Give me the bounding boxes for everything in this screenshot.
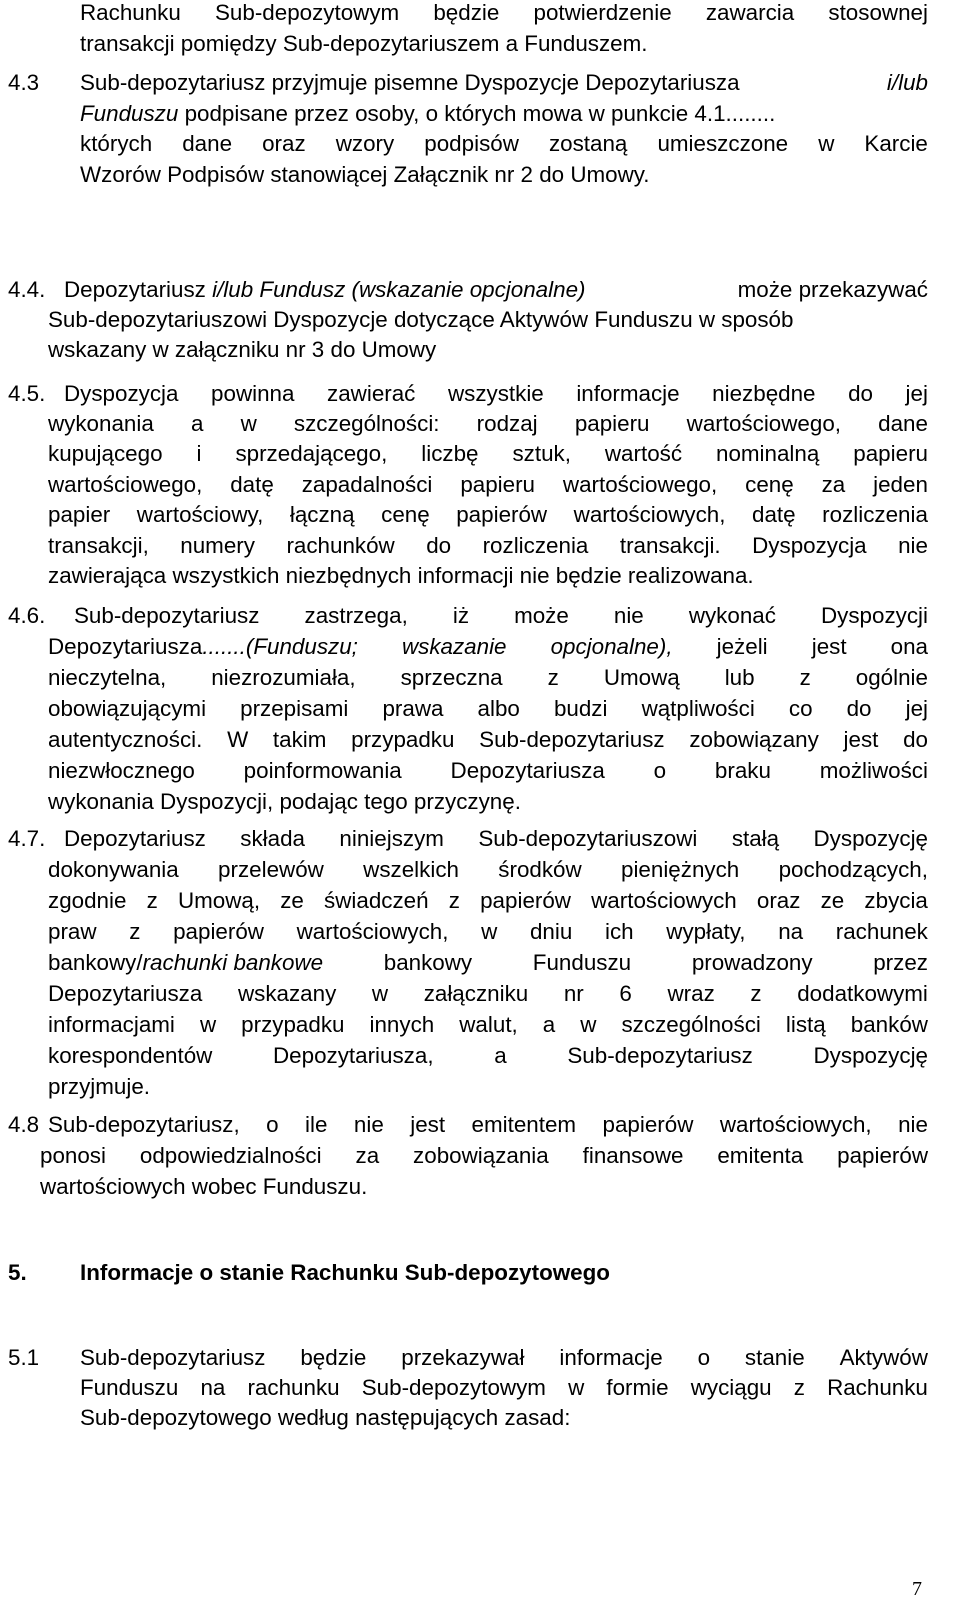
text-line: Sub-depozytowego według następujących zasad:: [80, 1405, 571, 1430]
text-line: przyjmuje.: [48, 1074, 151, 1099]
word: rachunek: [835, 919, 928, 944]
word: o: [266, 1112, 279, 1137]
word: numery: [180, 533, 255, 558]
word: powinna: [211, 381, 295, 406]
word: wartościowego,: [686, 411, 841, 436]
word: wartościowego,: [562, 472, 718, 497]
word: ile: [305, 1112, 328, 1137]
word: odpowiedzialności: [139, 1143, 322, 1168]
word: dane: [182, 131, 233, 156]
word: wszystkie: [447, 381, 544, 406]
word: świadczeń: [324, 888, 429, 913]
word: transakcji,: [48, 533, 149, 558]
word: nie: [898, 1112, 928, 1137]
justified-line: [48, 443, 928, 465]
section-title: Informacje o stanie Rachunku Sub-depozytowego: [80, 1260, 610, 1285]
text-run: [48, 952, 323, 974]
italic-text: .......(Funduszu;: [202, 634, 358, 659]
word: wartościowych,: [719, 1112, 872, 1137]
text-run: może przekazywać: [731, 277, 928, 302]
word: cenę: [381, 502, 430, 527]
word: z: [448, 888, 460, 913]
paragraph-number: 4.7.: [8, 826, 46, 851]
word: niezbędne: [712, 381, 816, 406]
word: jeden: [873, 472, 928, 497]
justified-line: [48, 952, 928, 974]
word: papieru: [460, 472, 536, 497]
text-line: Wzorów Podpisów stanowiącej Załącznik nr 2 do Umowy.: [80, 162, 650, 187]
word: łączną: [289, 502, 355, 527]
word: Umową: [603, 665, 680, 690]
word: zobowiązania: [413, 1143, 549, 1168]
text-run: [48, 636, 358, 658]
word: a: [494, 1043, 507, 1068]
word: wszelkich: [363, 857, 459, 882]
word: nie: [613, 603, 644, 628]
text-run: Depozytariusza: [48, 634, 203, 659]
word: rachunku: [247, 1375, 340, 1400]
word: pieniężnych: [621, 857, 740, 882]
word: emitentem: [471, 1112, 577, 1137]
word: wartościowy,: [136, 502, 264, 527]
paragraph-number: 4.6.: [8, 603, 46, 628]
word: będzie: [433, 0, 500, 25]
word: sprzeczna: [400, 665, 503, 690]
italic-text: i/lub: [886, 70, 928, 95]
text-run: Depozytariusz: [64, 277, 213, 302]
word: składa: [240, 826, 306, 851]
word: nie: [898, 533, 928, 558]
justified-line: [80, 133, 928, 155]
text-run: ona: [890, 634, 928, 659]
word: informacjami: [48, 1012, 175, 1037]
word: załączniku: [423, 981, 529, 1006]
word: przelewów: [218, 857, 324, 882]
justified-line: [80, 1377, 928, 1399]
word: oraz: [262, 131, 306, 156]
italic-text: opcjonalne),: [550, 634, 673, 659]
word: dniu: [529, 919, 573, 944]
italic-text: i/lub Fundusz (wskazanie opcjonalne): [212, 277, 586, 302]
word: datę: [230, 472, 274, 497]
word: wartościowych,: [296, 919, 449, 944]
word: niezrozumiała,: [211, 665, 356, 690]
word: wartościowych: [591, 888, 737, 913]
word: zawierać: [327, 381, 416, 406]
word: kupującego: [48, 441, 163, 466]
word: papierów: [837, 1143, 928, 1168]
word: innych: [369, 1012, 435, 1037]
word: listą: [785, 1012, 826, 1037]
justified-line: [74, 605, 928, 627]
word: na: [200, 1375, 226, 1400]
word: jej: [905, 381, 928, 406]
word: rachunków: [286, 533, 395, 558]
word: Sub-depozytariusz: [479, 727, 665, 752]
word: z: [146, 888, 158, 913]
word: a: [190, 411, 204, 436]
word: wraz: [667, 981, 715, 1006]
word: Depozytariusza,: [273, 1043, 434, 1068]
word: finansowe: [582, 1143, 684, 1168]
word: ze: [820, 888, 845, 913]
justified-line: [80, 2, 928, 24]
word: nie: [353, 1112, 384, 1137]
word: Karcie: [864, 131, 928, 156]
word: liczbę: [421, 441, 479, 466]
word: Rachunku: [80, 0, 181, 25]
word: lub: [724, 665, 755, 690]
word: formie: [606, 1375, 669, 1400]
word: za: [821, 472, 846, 497]
page-number: 7: [912, 1578, 922, 1600]
word: papieru: [574, 411, 650, 436]
word: Sub-depozytowym: [361, 1375, 546, 1400]
word: o: [653, 758, 667, 783]
word: wartościowych,: [573, 502, 726, 527]
word: walut,: [459, 1012, 518, 1037]
justified-line: [48, 1014, 928, 1036]
justified-line: [64, 279, 928, 301]
word: przypadku: [241, 1012, 345, 1037]
word: Depozytariusza: [48, 981, 203, 1006]
word: Dyspozycja: [64, 381, 179, 406]
word: papierów: [456, 502, 548, 527]
word: papieru: [853, 441, 928, 466]
text-run: [402, 636, 507, 658]
word: w: [818, 131, 835, 156]
word: potwierdzenie: [533, 0, 672, 25]
word: papier: [48, 502, 111, 527]
text-run: [551, 636, 673, 658]
word: zapadalności: [301, 472, 433, 497]
word: szczególności:: [293, 411, 440, 436]
justified-line: [64, 828, 928, 850]
paragraph-number: 4.4.: [8, 277, 46, 302]
word: Dyspozycję: [813, 826, 928, 851]
word: nominalną: [716, 441, 820, 466]
text-run: bankowy/: [48, 950, 143, 975]
word: za: [355, 1143, 380, 1168]
word: przekazywał: [401, 1345, 525, 1370]
word: i: [196, 441, 202, 466]
word: co: [788, 696, 813, 721]
word: do: [848, 381, 873, 406]
word: Sub-depozytowym: [215, 0, 400, 25]
justified-line: [48, 921, 928, 943]
word: Sub-depozytariusz: [74, 603, 260, 628]
text-run: jest: [811, 634, 847, 659]
text-run: przez: [873, 950, 928, 975]
word: stałą: [731, 826, 780, 851]
text-run: bankowy: [383, 950, 473, 975]
word: jest: [410, 1112, 446, 1137]
text-run: jeżeli: [716, 634, 768, 659]
word: jest: [843, 727, 879, 752]
word: banków: [850, 1012, 928, 1037]
word: z: [547, 665, 559, 690]
word: wypłaty,: [666, 919, 746, 944]
paragraph-number: 5.1: [8, 1345, 40, 1370]
word: rozliczenia: [482, 533, 589, 558]
word: obowiązującymi: [48, 696, 207, 721]
justified-line: [80, 1347, 928, 1369]
word: sztuk,: [512, 441, 571, 466]
word: niezwłocznego: [48, 758, 195, 783]
word: niniejszym: [339, 826, 444, 851]
text-run: [64, 279, 585, 301]
justified-line: [48, 474, 928, 496]
justified-line: [80, 72, 928, 94]
word: a: [542, 1012, 556, 1037]
word: takim: [272, 727, 327, 752]
word: do: [846, 696, 872, 721]
word: zastrzega,: [304, 603, 408, 628]
word: z: [799, 665, 811, 690]
word: prawa: [382, 696, 444, 721]
word: datę: [752, 502, 796, 527]
word: Depozytariusza: [450, 758, 605, 783]
word: ogólnie: [855, 665, 928, 690]
word: w: [199, 1012, 217, 1037]
word: z: [793, 1375, 805, 1400]
justified-line: [48, 636, 928, 658]
italic-text: rachunki bankowe: [142, 950, 324, 975]
text-line: wartościowych wobec Funduszu.: [40, 1174, 368, 1199]
text-run: [887, 72, 928, 94]
word: budzi: [553, 696, 608, 721]
justified-line: [48, 729, 928, 751]
word: stosownej: [828, 0, 928, 25]
word: ze: [280, 888, 304, 913]
word: papierów: [480, 888, 571, 913]
word: przepisami: [240, 696, 349, 721]
justified-line: [48, 760, 928, 782]
justified-line: [48, 698, 928, 720]
justified-line: [48, 535, 928, 557]
section-number: 5.: [8, 1260, 27, 1285]
word: w: [371, 981, 389, 1006]
word: w: [481, 919, 498, 944]
text-line: transakcji pomiędzy Sub-depozytariuszem a Funduszem.: [80, 31, 648, 56]
word: papierów: [602, 1112, 694, 1137]
justified-line: [48, 859, 928, 881]
word: papierów: [173, 919, 264, 944]
justified-line: [48, 890, 928, 912]
word: zostaną: [548, 131, 628, 156]
word: oraz: [756, 888, 801, 913]
word: cenę: [745, 472, 794, 497]
word: zbycia: [864, 888, 928, 913]
word: ponosi: [40, 1143, 106, 1168]
text-run: podpisane przez osoby, o których mowa w punkcie 4.1........: [178, 101, 776, 126]
word: Aktywów: [839, 1345, 928, 1370]
word: nieczytelna,: [48, 665, 167, 690]
text-run: Sub-depozytariusz przyjmuje pisemne Dyspozycje Depozytariusza: [80, 70, 746, 95]
word: Funduszu: [80, 1375, 179, 1400]
word: Depozytariusz: [64, 826, 206, 851]
word: do: [426, 533, 452, 558]
word: dane: [878, 411, 928, 436]
word: wyciągu: [690, 1375, 772, 1400]
word: będzie: [300, 1345, 367, 1370]
word: stanie: [744, 1345, 805, 1370]
text-line: zawierająca wszystkich niezbędnych informacji nie będzie realizowana.: [48, 563, 754, 588]
justified-line: [48, 667, 928, 689]
justified-line: [48, 1045, 928, 1067]
justified-line: [48, 983, 928, 1005]
word: do: [903, 727, 928, 752]
italic-text: Funduszu: [80, 101, 179, 126]
word: zobowiązany: [689, 727, 819, 752]
word: zawarcia: [705, 0, 795, 25]
word: informacje: [559, 1345, 663, 1370]
word: informacje: [576, 381, 680, 406]
word: z: [129, 919, 141, 944]
word: dodatkowymi: [797, 981, 928, 1006]
paragraph-number: 4.8: [8, 1112, 40, 1137]
justified-line: [48, 413, 928, 435]
word: w: [240, 411, 257, 436]
word: wątpliwości: [641, 696, 755, 721]
word: wykonania: [48, 411, 154, 436]
word: Sub-depozytariusz: [80, 1345, 266, 1370]
word: braku: [714, 758, 771, 783]
word: wartość: [604, 441, 683, 466]
text-line: [80, 103, 775, 125]
word: dokonywania: [48, 857, 179, 882]
word: Sub-depozytariuszowi: [478, 826, 698, 851]
text-run: prowadzony: [691, 950, 813, 975]
word: rozliczenia: [822, 502, 928, 527]
word: o: [697, 1345, 711, 1370]
word: których: [80, 131, 153, 156]
word: przypadku: [351, 727, 455, 752]
word: pochodzących,: [778, 857, 928, 882]
word: umieszczone: [657, 131, 789, 156]
text-run: Funduszu: [532, 950, 632, 975]
word: Dyspozycję: [813, 1043, 928, 1068]
word: środków: [498, 857, 582, 882]
word: Sub-depozytariusz,: [48, 1112, 240, 1137]
justified-line: [48, 504, 928, 526]
word: możliwości: [819, 758, 928, 783]
justified-line: [40, 1145, 928, 1167]
word: albo: [477, 696, 520, 721]
word: wartościowego,: [48, 472, 203, 497]
word: Umową,: [177, 888, 261, 913]
word: emitenta: [717, 1143, 804, 1168]
word: może: [514, 603, 569, 628]
word: ich: [604, 919, 634, 944]
word: W: [227, 727, 249, 752]
justified-line: [48, 1114, 928, 1136]
word: w: [580, 1012, 597, 1037]
text-line: wykonania Dyspozycji, podając tego przyczynę.: [48, 789, 521, 814]
word: poinformowania: [243, 758, 402, 783]
word: Dyspozycja: [752, 533, 867, 558]
paragraph-number: 4.3: [8, 70, 40, 95]
word: 6: [619, 981, 632, 1006]
text-line: wskazany w załączniku nr 3 do Umowy: [48, 337, 437, 362]
paragraph-number: 4.5.: [8, 381, 46, 406]
word: podpisów: [424, 131, 519, 156]
word: Dyspozycji: [820, 603, 928, 628]
word: z: [750, 981, 762, 1006]
word: nr: [563, 981, 584, 1006]
word: wzory: [335, 131, 395, 156]
justified-line: [64, 383, 928, 405]
word: iż: [452, 603, 470, 628]
word: szczególności: [621, 1012, 761, 1037]
word: transakcji.: [619, 533, 721, 558]
word: Sub-depozytariusz: [567, 1043, 753, 1068]
word: wykonać: [688, 603, 776, 628]
word: zgodnie: [48, 888, 127, 913]
word: Rachunku: [827, 1375, 928, 1400]
word: autentyczności.: [48, 727, 203, 752]
word: jej: [905, 696, 928, 721]
word: wskazany: [237, 981, 337, 1006]
word: sprzedającego,: [235, 441, 388, 466]
word: korespondentów: [48, 1043, 213, 1068]
text-line: Sub-depozytariuszowi Dyspozycje dotyczące Aktywów Funduszu w sposób: [48, 307, 794, 332]
word: na: [778, 919, 804, 944]
word: praw: [48, 919, 97, 944]
word: rodzaj: [476, 411, 538, 436]
italic-text: wskazanie: [401, 634, 507, 659]
word: w: [568, 1375, 585, 1400]
